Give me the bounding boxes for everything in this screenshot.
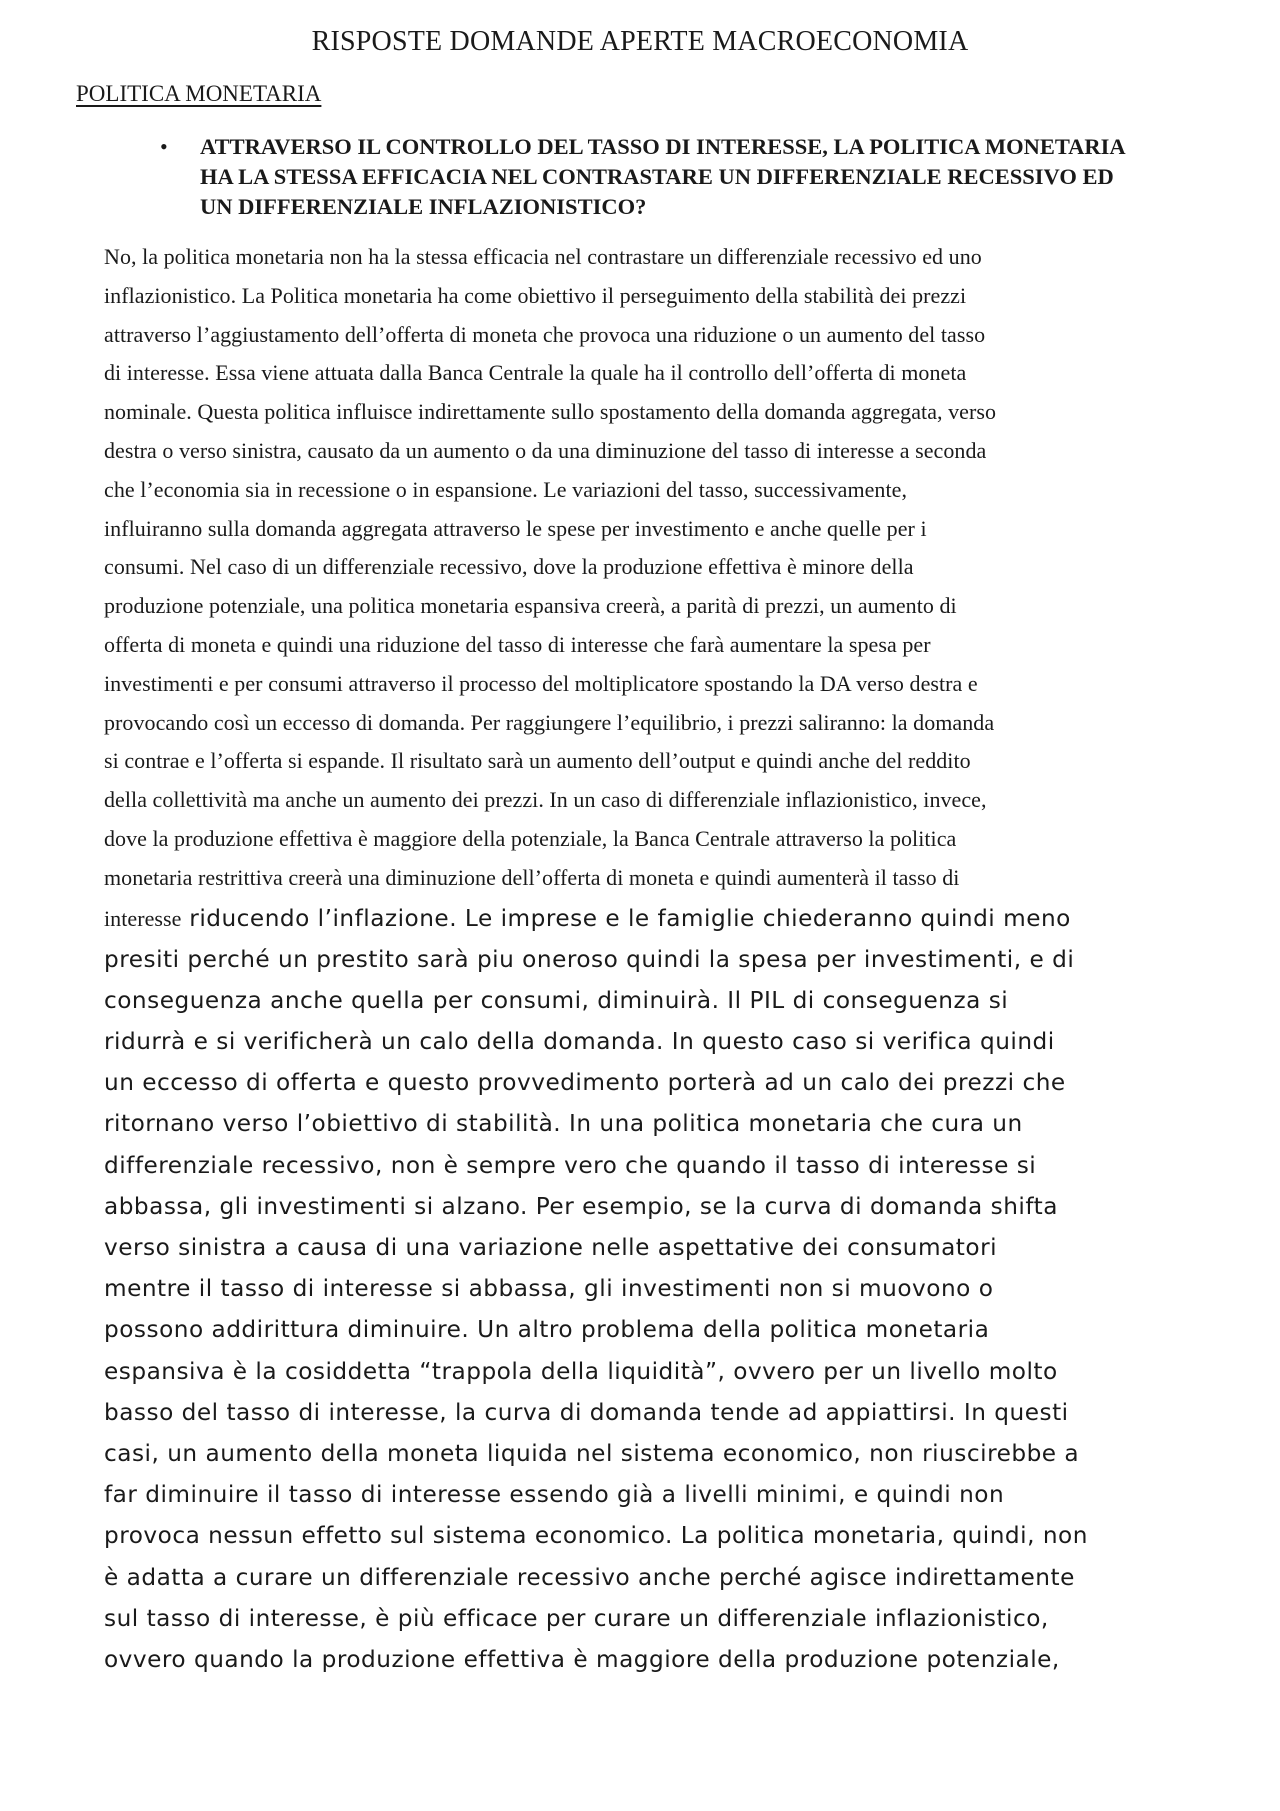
answer-line: basso del tasso di interesse, la curva di domanda tende ad appiattirsi. In questi bbox=[104, 1398, 1069, 1426]
answer-line: di interesse. Essa viene attuata dalla Banca Centrale la quale ha il controllo dell’offerta di moneta bbox=[104, 360, 967, 386]
answer-line: conseguenza anche quella per consumi, diminuirà. Il PIL di conseguenza si bbox=[104, 986, 1009, 1014]
answer-line: ridurrà e si verificherà un calo della domanda. In questo caso si verifica quindi bbox=[104, 1027, 1055, 1055]
answer-body bbox=[104, 238, 1176, 1680]
answer-line: espansiva è la cosiddetta “trappola della liquidità”, ovvero per un livello molto bbox=[104, 1357, 1058, 1385]
answer-line: possono addirittura diminuire. Un altro problema della politica monetaria bbox=[104, 1316, 990, 1344]
answer-line: si contrae e l’offerta si espande. Il risultato sarà un aumento dell’output e quindi anche del reddito bbox=[104, 748, 971, 774]
answer-line: far diminuire il tasso di interesse essendo già a livelli minimi, e quindi non bbox=[104, 1481, 1005, 1509]
answer-serif-block bbox=[104, 238, 1176, 898]
answer-mixed-serif: interesse bbox=[104, 905, 182, 931]
answer-line: consumi. Nel caso di un differenziale recessivo, dove la produzione effettiva è minore della bbox=[104, 554, 914, 580]
answer-line: No, la politica monetaria non ha la stessa efficacia nel contrastare un differenziale recessivo ed uno bbox=[104, 244, 982, 269]
answer-mixed-sans: riducendo l’inflazione. Le imprese e le famiglie chiederanno quindi meno bbox=[181, 904, 1071, 932]
answer-line: è adatta a curare un differenziale recessivo anche perché agisce indirettamente bbox=[104, 1563, 1075, 1591]
answer-line: investimenti e per consumi attraverso il processo del moltiplicatore spostando la DA verso destra e bbox=[104, 670, 978, 696]
answer-line: verso sinistra a causa di una variazione nelle aspettative dei consumatori bbox=[104, 1233, 998, 1261]
answer-line: monetaria restrittiva creerà una diminuzione dell’offerta di moneta e quindi aumenterà il tasso di bbox=[104, 864, 960, 890]
answer-line: della collettività ma anche un aumento dei prezzi. In un caso di differenziale inflazionistico, invece, bbox=[104, 787, 987, 813]
answer-line: influiranno sulla domanda aggregata attraverso le spese per investimento e anche quelle per i bbox=[104, 515, 927, 541]
bullet-icon: • bbox=[160, 134, 168, 159]
answer-line: destra o verso sinistra, causato da un aumento o da una diminuzione del tasso di interesse a seconda bbox=[104, 437, 987, 463]
answer-line: nominale. Questa politica influisce indirettamente sullo spostamento della domanda aggregata, verso bbox=[104, 399, 997, 425]
answer-line: abbassa, gli investimenti si alzano. Per esempio, se la curva di domanda shifta bbox=[104, 1192, 1058, 1220]
question-text: ATTRAVERSO IL CONTROLLO DEL TASSO DI INTERESSE, LA POLITICA MONETARIA HA LA STESSA EFFICACIA NEL CONTRASTARE UN DIFFERENZIALE RECESSIVO ED UN DIFFERENZIALE INFLAZIONISTICO? bbox=[200, 134, 1125, 219]
answer-line: presiti perché un prestito sarà piu oneroso quindi la spesa per investimenti, e di bbox=[104, 945, 1075, 973]
answer-mixed-line bbox=[104, 898, 1176, 939]
answer-line: che l’economia sia in recessione o in espansione. Le variazioni del tasso, successivamente, bbox=[104, 476, 907, 502]
answer-line: ritornano verso l’obiettivo di stabilità. In una politica monetaria che cura un bbox=[104, 1110, 1023, 1138]
answer-sans-block bbox=[104, 939, 1176, 1681]
question-item bbox=[160, 132, 1140, 222]
answer-line: un eccesso di offerta e questo provvedimento porterà ad un calo dei prezzi che bbox=[104, 1069, 1066, 1097]
answer-line: differenziale recessivo, non è sempre vero che quando il tasso di interesse si bbox=[104, 1151, 1037, 1179]
answer-line: provoca nessun effetto sul sistema economico. La politica monetaria, quindi, non bbox=[104, 1522, 1088, 1550]
answer-line: dove la produzione effettiva è maggiore della potenziale, la Banca Centrale attraverso la politica bbox=[104, 825, 957, 851]
answer-line: casi, un aumento della moneta liquida nel sistema economico, non riuscirebbe a bbox=[104, 1439, 1080, 1467]
section-heading: POLITICA MONETARIA bbox=[76, 81, 322, 106]
answer-line: sul tasso di interesse, è più efficace per curare un differenziale inflazionistico, bbox=[104, 1604, 1049, 1632]
answer-line: offerta di moneta e quindi una riduzione del tasso di interesse che farà aumentare la spesa per bbox=[104, 631, 931, 657]
answer-line: produzione potenziale, una politica monetaria espansiva creerà, a parità di prezzi, un aumento di bbox=[104, 593, 957, 619]
document-title: RISPOSTE DOMANDE APERTE MACROECONOMIA bbox=[311, 26, 969, 57]
answer-line: inflazionistico. La Politica monetaria ha come obiettivo il perseguimento della stabilità dei prezzi bbox=[104, 282, 967, 308]
answer-line: ovvero quando la produzione effettiva è maggiore della produzione potenziale, bbox=[104, 1646, 1060, 1673]
answer-line: attraverso l’aggiustamento dell’offerta di moneta che provoca una riduzione o un aumento del tasso bbox=[104, 321, 986, 347]
answer-line: mentre il tasso di interesse si abbassa, gli investimenti non si muovono o bbox=[104, 1275, 994, 1303]
answer-line: provocando così un eccesso di domanda. Per raggiungere l’equilibrio, i prezzi saliranno: la domanda bbox=[104, 709, 995, 735]
